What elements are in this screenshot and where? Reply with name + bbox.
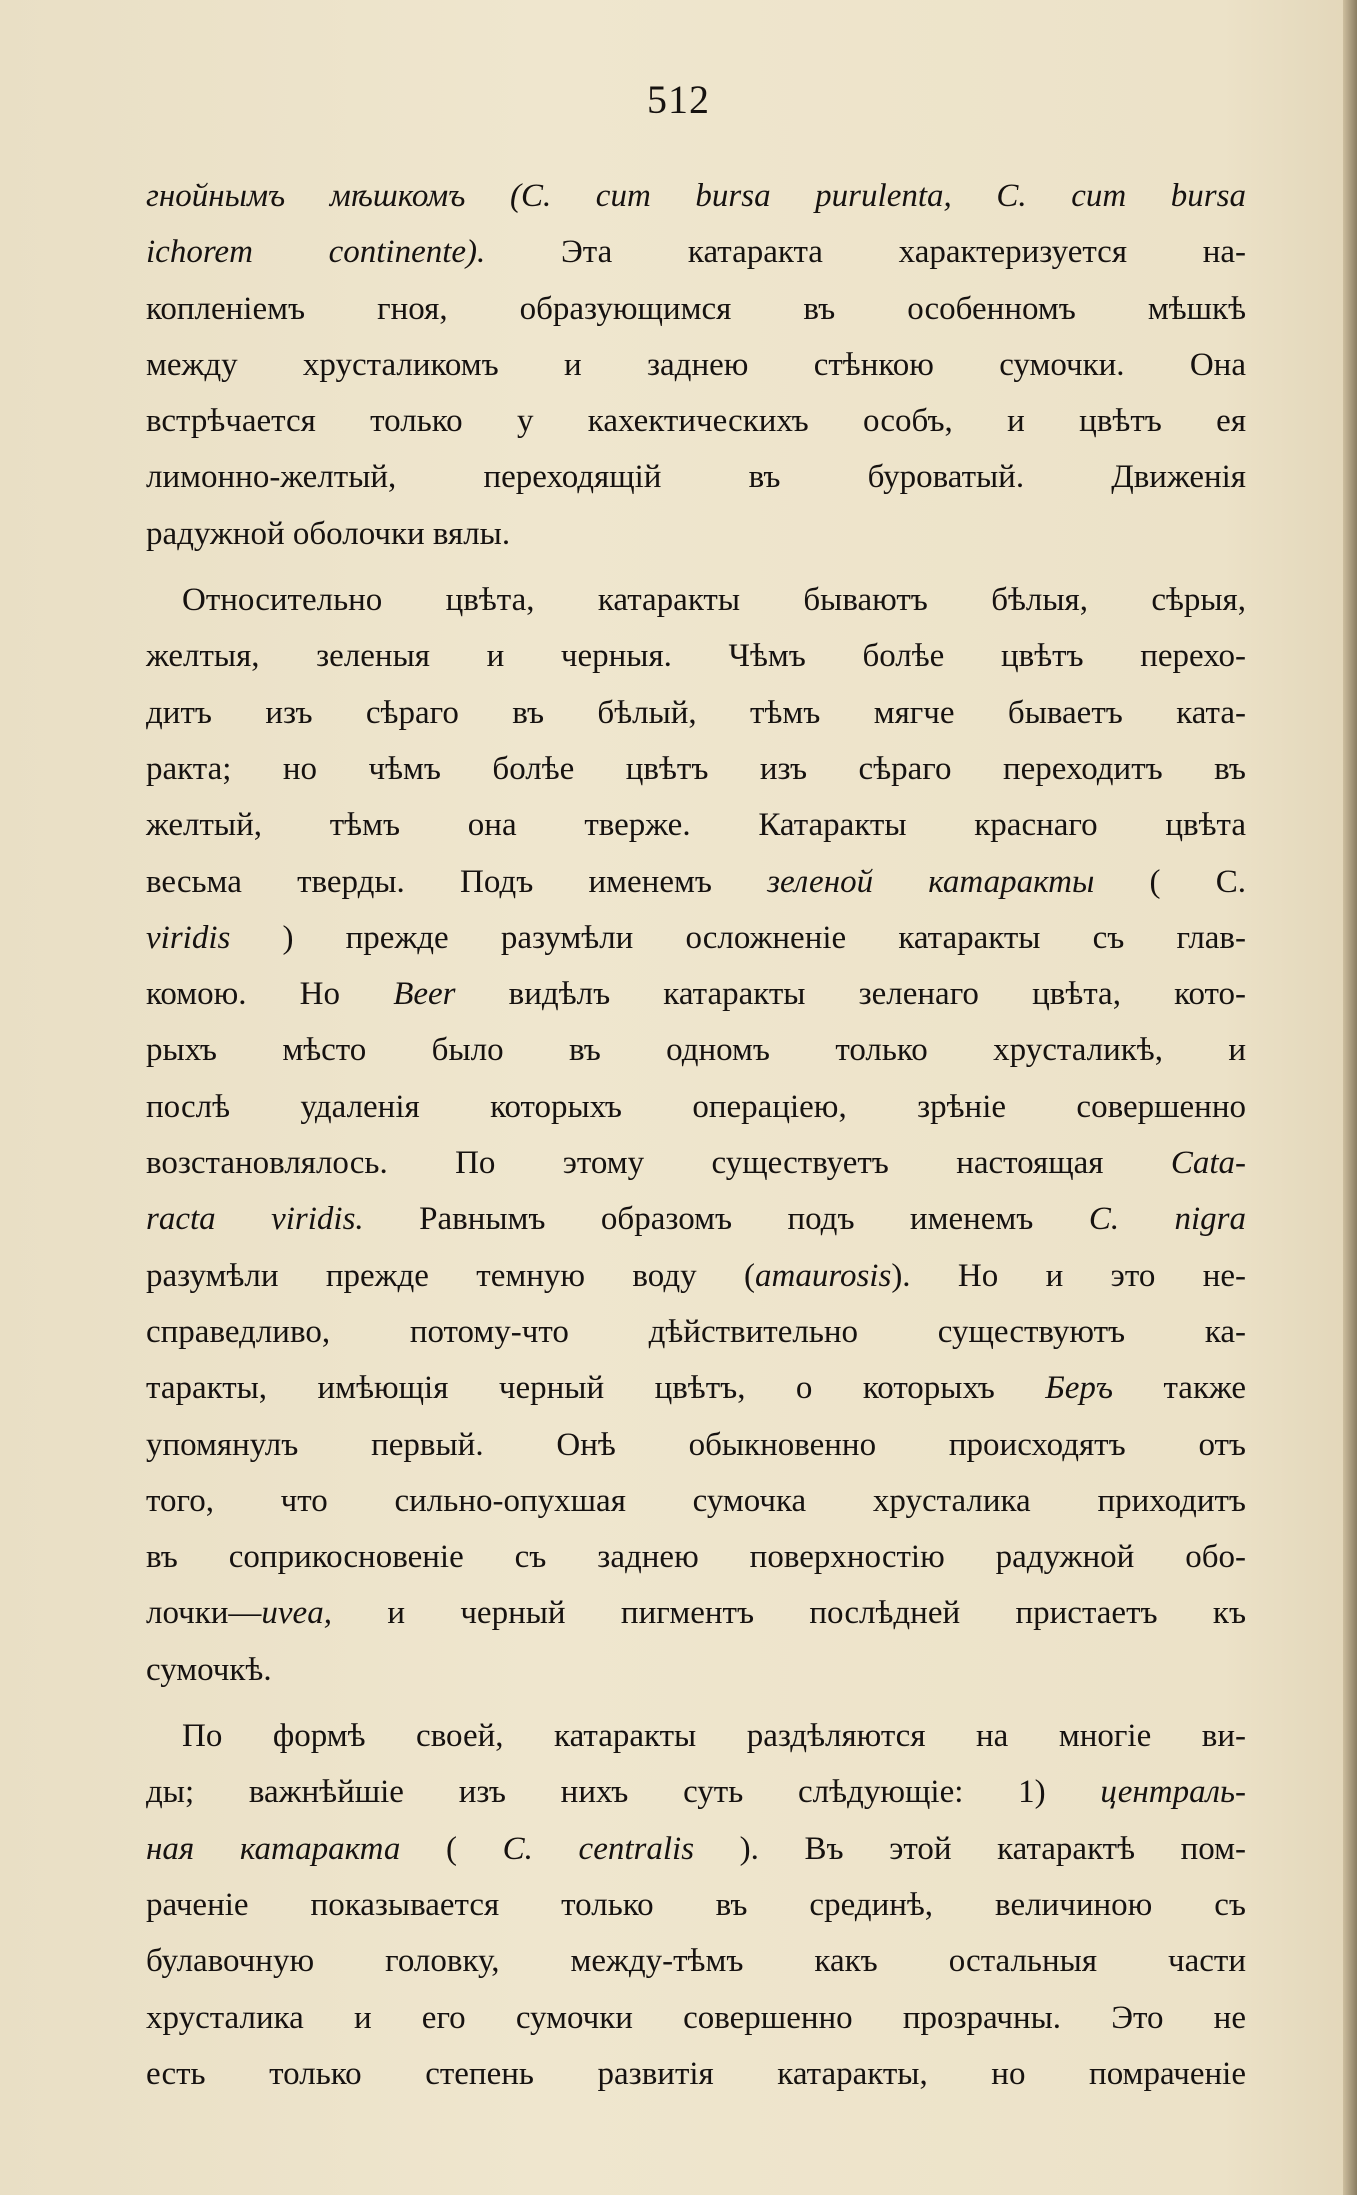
emphasis-term: централь- — [1100, 1774, 1246, 1811]
latin-term: racta viridis. — [146, 1201, 364, 1238]
text-line — [146, 1585, 1246, 1641]
text-line: копленіемъ гноя, образующимся въ особенномъ мѣшкѣ — [146, 290, 1246, 327]
text-run: весьма тверды. Подъ именемъ — [146, 863, 712, 900]
text-line: упомянулъ первый. Онѣ обыкновенно происходятъ отъ — [146, 1426, 1246, 1463]
text-run: Равнымъ образомъ подъ именемъ — [419, 1201, 1034, 1238]
text-line — [146, 1764, 1246, 1820]
text-line — [146, 1821, 1246, 1877]
text-run: лочки— — [146, 1595, 262, 1632]
text-line: между хрусталикомъ и заднею стѣнкою сумочки. Она — [146, 346, 1246, 383]
text-line: лимонно-желтый, переходящій въ буроватый. Движенія — [146, 459, 1246, 496]
text-line — [146, 1360, 1246, 1416]
text-line: послѣ удаленія которыхъ операціею, зрѣніе совершенно — [146, 1088, 1246, 1125]
text-line: хрусталика и его сумочки совершенно прозрачны. Это не — [146, 1999, 1246, 2036]
text-run: также — [1163, 1370, 1247, 1407]
emphasis-term: зеленой катаракты — [767, 863, 1095, 900]
text-line: желтыя, зеленыя и черныя. Чѣмъ болѣе цвѣтъ перехо- — [146, 638, 1246, 675]
latin-term: amaurosis — [755, 1257, 892, 1294]
text-run: ). Но и это не- — [891, 1257, 1246, 1294]
text-line — [146, 168, 1246, 224]
paragraph-start: Относительно цвѣта, катаракты бываютъ бѣлыя, сѣрыя, — [182, 582, 1246, 619]
text-line — [146, 1248, 1246, 1304]
text-line: того, что сильно-опухшая сумочка хрусталика приходитъ — [146, 1482, 1246, 1519]
latin-term: viridis — [146, 919, 231, 956]
text-line: есть только степень развитія катаракты, но помраченіе — [146, 2055, 1246, 2092]
latin-term: Cata- — [1170, 1145, 1246, 1182]
latin-term: C. nigra — [1088, 1201, 1247, 1238]
author-name: Beer — [393, 976, 456, 1013]
paragraph-start: По формѣ своей, катаракты раздѣляются на многіе ви- — [182, 1718, 1246, 1755]
text-line: желтый, тѣмъ она тверже. Катаракты краснаго цвѣта — [146, 807, 1246, 844]
text-line: раченіе показывается только въ срединѣ, величиною съ — [146, 1886, 1246, 1923]
text-run: таракты, имѣющія черный цвѣтъ, о которыхъ — [146, 1370, 995, 1407]
text-run: ). Въ этой катарактѣ пом- — [739, 1830, 1247, 1867]
text-line: въ соприкосновеніе съ заднею поверхностію радужной обо- — [146, 1539, 1246, 1576]
text-run: комою. Но — [146, 976, 341, 1013]
text-line: сумочкѣ. — [146, 1651, 272, 1688]
latin-term: ichorem continente). — [146, 234, 486, 271]
text-line: ракта; но чѣмъ болѣе цвѣтъ изъ сѣраго переходитъ въ — [146, 750, 1246, 787]
body-text — [146, 168, 1246, 2102]
latin-term: гнойнымъ мѣшкомъ (C. cum bursa purulenta, C. cum bursa — [146, 178, 1246, 214]
text-run: ( — [446, 1830, 458, 1867]
author-name: Беръ — [1045, 1370, 1114, 1407]
text-run: Эта катаракта характеризуется на- — [560, 234, 1246, 271]
text-run: ды; важнѣйшіе изъ нихъ суть слѣдующіе: 1) — [146, 1774, 1046, 1811]
text-line — [146, 224, 1246, 280]
text-line — [146, 1135, 1246, 1191]
text-line — [146, 966, 1246, 1022]
emphasis-term: ная катаракта — [146, 1830, 401, 1867]
text-line: рыхъ мѣсто было въ одномъ только хрусталикѣ, и — [146, 1032, 1246, 1069]
text-line — [146, 910, 1246, 966]
text-run: разумѣли прежде темную воду ( — [146, 1257, 755, 1294]
text-line — [146, 854, 1246, 910]
text-line: булавочную головку, между-тѣмъ какъ остальныя части — [146, 1943, 1246, 1980]
text-run: ( C. — [1149, 863, 1247, 900]
page-number: 512 — [647, 77, 710, 122]
text-run: возстановлялось. По этому существуетъ настоящая — [146, 1145, 1104, 1182]
page-binding-edge — [1343, 0, 1357, 2195]
text-line: дитъ изъ сѣраго въ бѣлый, тѣмъ мягче бываетъ ката- — [146, 694, 1246, 731]
text-run: видѣлъ катаракты зеленаго цвѣта, кото- — [508, 976, 1247, 1013]
text-run: ) прежде разумѣли осложненіе катаракты съ глав- — [282, 919, 1247, 956]
text-line: встрѣчается только у кахектическихъ особъ, и цвѣтъ ея — [146, 403, 1246, 440]
text-line: радужной оболочки вялы. — [146, 515, 511, 552]
text-run: и черный пигментъ послѣдней пристаетъ къ — [387, 1595, 1247, 1632]
text-line: справедливо, потому-что дѣйствительно существуютъ ка- — [146, 1313, 1246, 1350]
latin-term: uvea, — [261, 1595, 332, 1632]
text-line — [146, 1191, 1246, 1247]
latin-term: C. centralis — [502, 1830, 695, 1867]
